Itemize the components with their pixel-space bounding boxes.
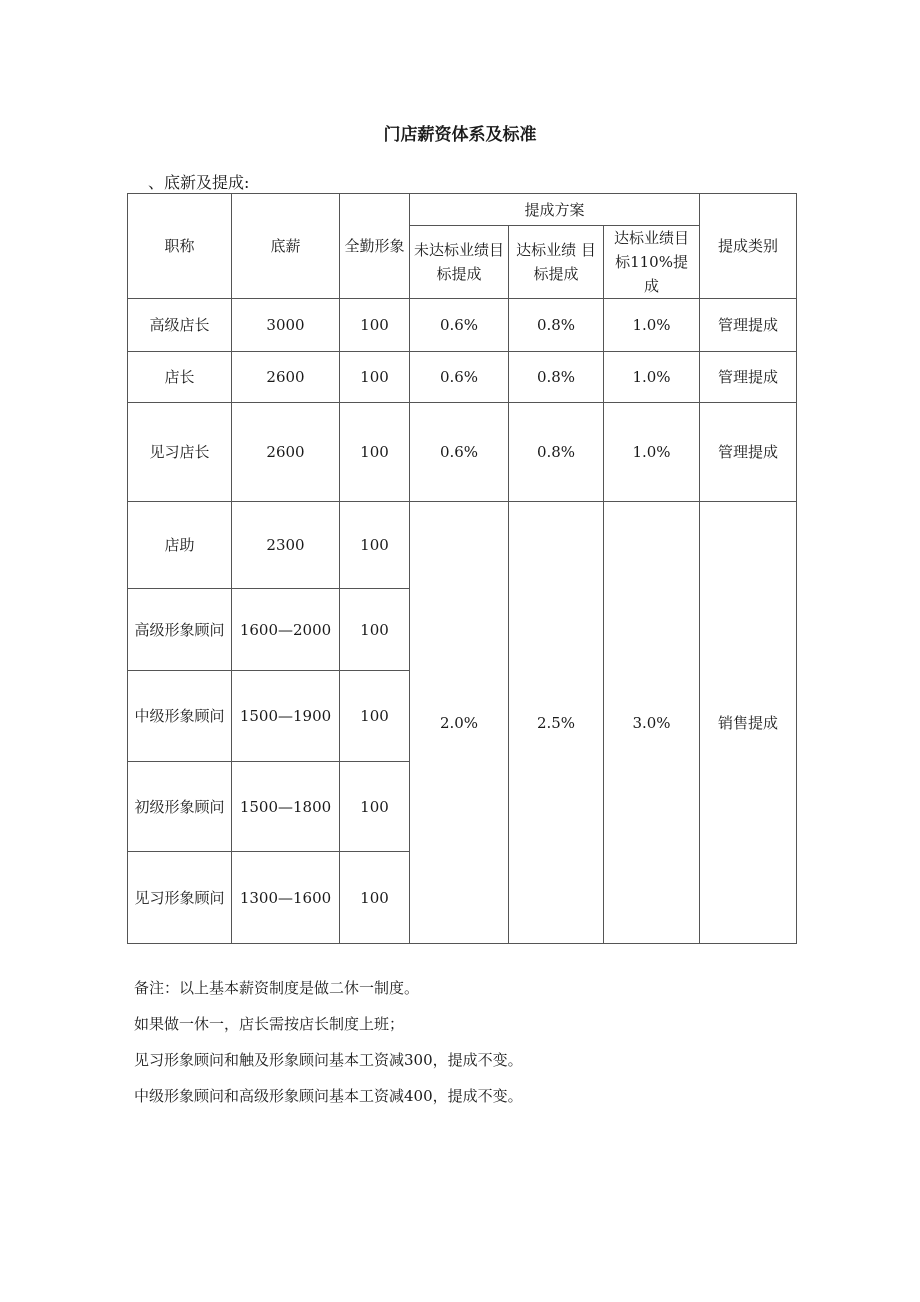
header-meet-target: 达标业绩 目标提成	[509, 226, 604, 299]
salary-table	[127, 193, 797, 944]
below-target-cell: 0.6%	[410, 299, 509, 352]
position-cell: 中级形象顾问	[128, 671, 232, 762]
base-salary-cell: 2300	[232, 502, 340, 589]
header-commission-type: 提成类别	[700, 194, 797, 299]
base-salary-cell: 2600	[232, 352, 340, 403]
note-line: 中级形象顾问和高级形象顾问基本工资减400，提成不变。	[134, 1087, 523, 1105]
table-row	[128, 352, 797, 403]
position-cell: 店助	[128, 502, 232, 589]
meet-target-cell: 0.8%	[509, 403, 604, 502]
attendance-cell: 100	[340, 671, 410, 762]
below-target-cell: 0.6%	[410, 403, 509, 502]
note-line: 如果做一休一，店长需按店长制度上班；	[134, 1015, 405, 1033]
position-cell: 店长	[128, 352, 232, 403]
base-salary-cell: 2600	[232, 403, 340, 502]
section-heading: 、底新及提成:	[148, 173, 250, 192]
position-cell: 高级店长	[128, 299, 232, 352]
header-position: 职称	[128, 194, 232, 299]
below-target-cell: 0.6%	[410, 352, 509, 403]
base-salary-cell: 3000	[232, 299, 340, 352]
attendance-cell: 100	[340, 852, 410, 944]
position-cell: 见习形象顾问	[128, 852, 232, 944]
attendance-cell: 100	[340, 762, 410, 852]
meet-target-cell: 0.8%	[509, 299, 604, 352]
attendance-cell: 100	[340, 589, 410, 671]
position-cell: 见习店长	[128, 403, 232, 502]
sales-meet-target-cell: 2.5%	[509, 502, 604, 944]
header-base-salary: 底薪	[232, 194, 340, 299]
position-cell: 高级形象顾问	[128, 589, 232, 671]
note-line: 见习形象顾问和触及形象顾问基本工资减300，提成不变。	[134, 1051, 523, 1069]
meet-target-cell: 0.8%	[509, 352, 604, 403]
attendance-cell: 100	[340, 299, 410, 352]
header-attendance: 全勤形象	[340, 194, 410, 299]
document-title: 门店薪资体系及标准	[383, 125, 537, 145]
base-salary-cell: 1300—1600	[232, 852, 340, 944]
base-salary-cell: 1500—1900	[232, 671, 340, 762]
exceed-target-cell: 1.0%	[604, 403, 700, 502]
header-exceed-target: 达标业绩目标110%提成	[604, 226, 700, 299]
position-cell: 初级形象顾问	[128, 762, 232, 852]
header-below-target: 未达标业绩目标提成	[410, 226, 509, 299]
table-row	[128, 502, 797, 589]
attendance-cell: 100	[340, 502, 410, 589]
attendance-cell: 100	[340, 352, 410, 403]
commission-type-cell: 管理提成	[700, 299, 797, 352]
header-commission-plan: 提成方案	[410, 194, 700, 226]
header-row-1	[128, 194, 797, 226]
exceed-target-cell: 1.0%	[604, 299, 700, 352]
sales-commission-type-cell: 销售提成	[700, 502, 797, 944]
notes-section	[134, 977, 523, 1121]
sales-exceed-target-cell: 3.0%	[604, 502, 700, 944]
table-row	[128, 403, 797, 502]
commission-type-cell: 管理提成	[700, 403, 797, 502]
attendance-cell: 100	[340, 403, 410, 502]
base-salary-cell: 1600—2000	[232, 589, 340, 671]
table-row	[128, 299, 797, 352]
sales-below-target-cell: 2.0%	[410, 502, 509, 944]
commission-type-cell: 管理提成	[700, 352, 797, 403]
exceed-target-cell: 1.0%	[604, 352, 700, 403]
base-salary-cell: 1500—1800	[232, 762, 340, 852]
note-line: 备注：以上基本薪资制度是做二休一制度。	[134, 979, 420, 997]
